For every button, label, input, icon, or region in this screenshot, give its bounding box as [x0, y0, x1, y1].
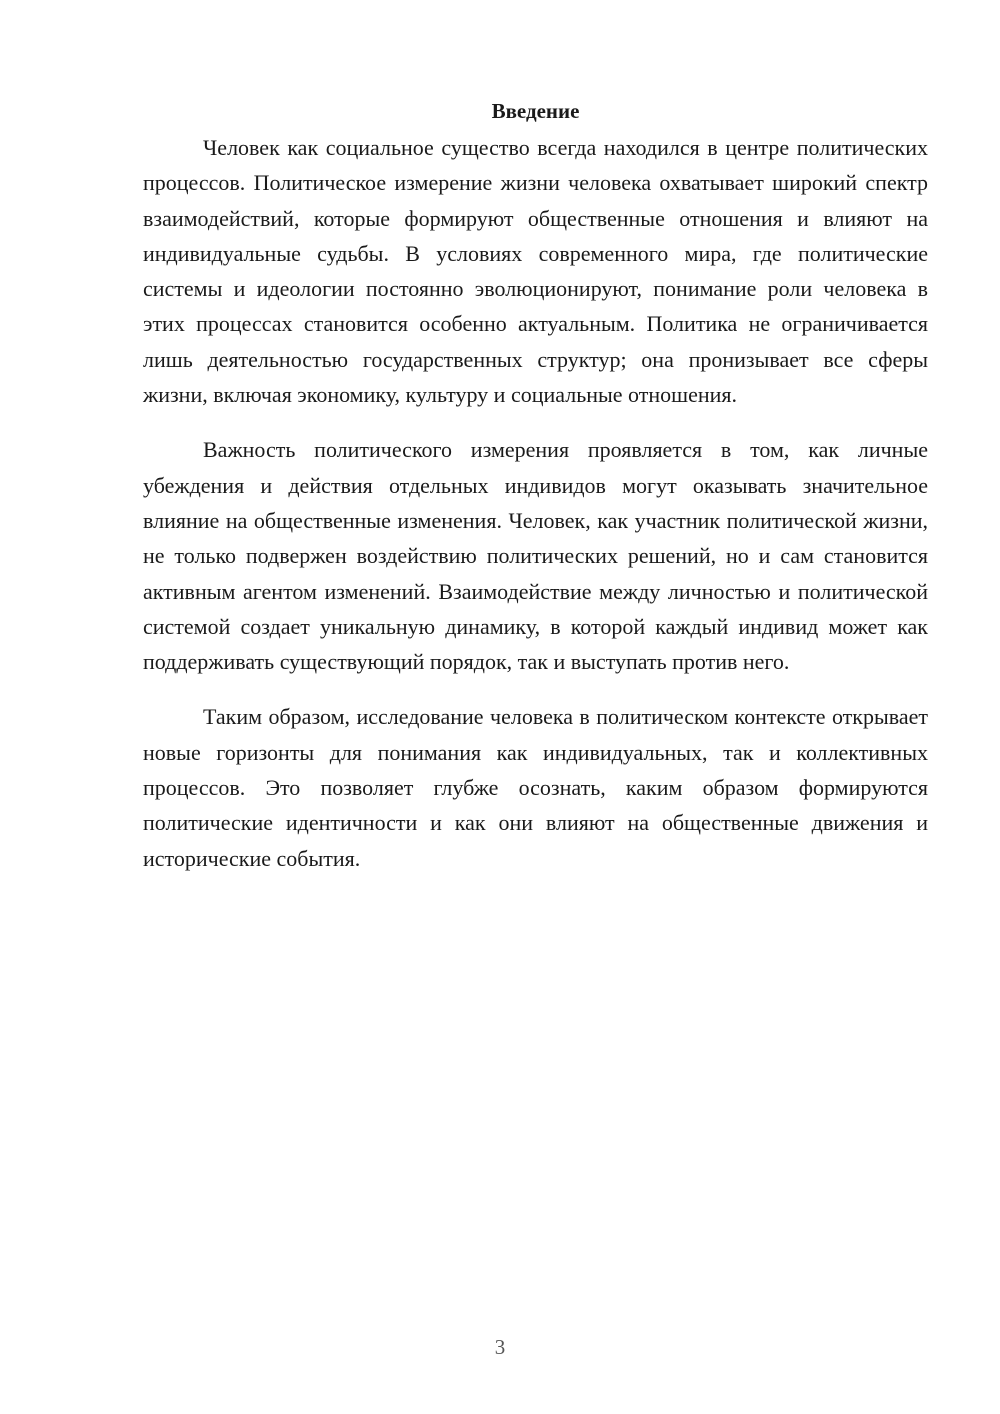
paragraph-3: Таким образом, исследование человека в политическом контексте открывает новые горизонты для понимания как индивидуальных, так и коллективных процессов. Это позволяет глубже осознать, каким образом формируются политические идентичности и как они влияют на общественные движения и исторические события.: [143, 704, 928, 871]
page-number: 3: [494, 1335, 506, 1359]
paragraph-1: Человек как социальное существо всегда находился в центре политических процессов. Политическое измерение жизни человека охватывает широкий спектр взаимодействий, которые формируют общественные отношения и влияют на индивидуальные судьбы. В условиях современного мира, где политические системы и идеологии постоянно эволюционируют, понимание роли человека в этих процессах становится особенно актуальным. Политика не ограничивается лишь деятельностью государственных структур; она пронизывает все сферы жизни, включая экономику, культуру и социальные отношения.: [143, 135, 928, 408]
paragraph-2: Важность политического измерения проявляется в том, как личные убеждения и действия отдельных индивидов могут оказывать значительное влияние на общественные изменения. Человек, как участник политической жизни, не только подвержен воздействию политических решений, но и сам становится активным агентом изменений. Взаимодействие между личностью и политической системой создает уникальную динамику, в которой каждый индивид может как поддерживать существующий порядок, так и выступать против него.: [143, 437, 928, 675]
page-content: [143, 96, 928, 896]
section-heading: Введение: [491, 99, 580, 123]
